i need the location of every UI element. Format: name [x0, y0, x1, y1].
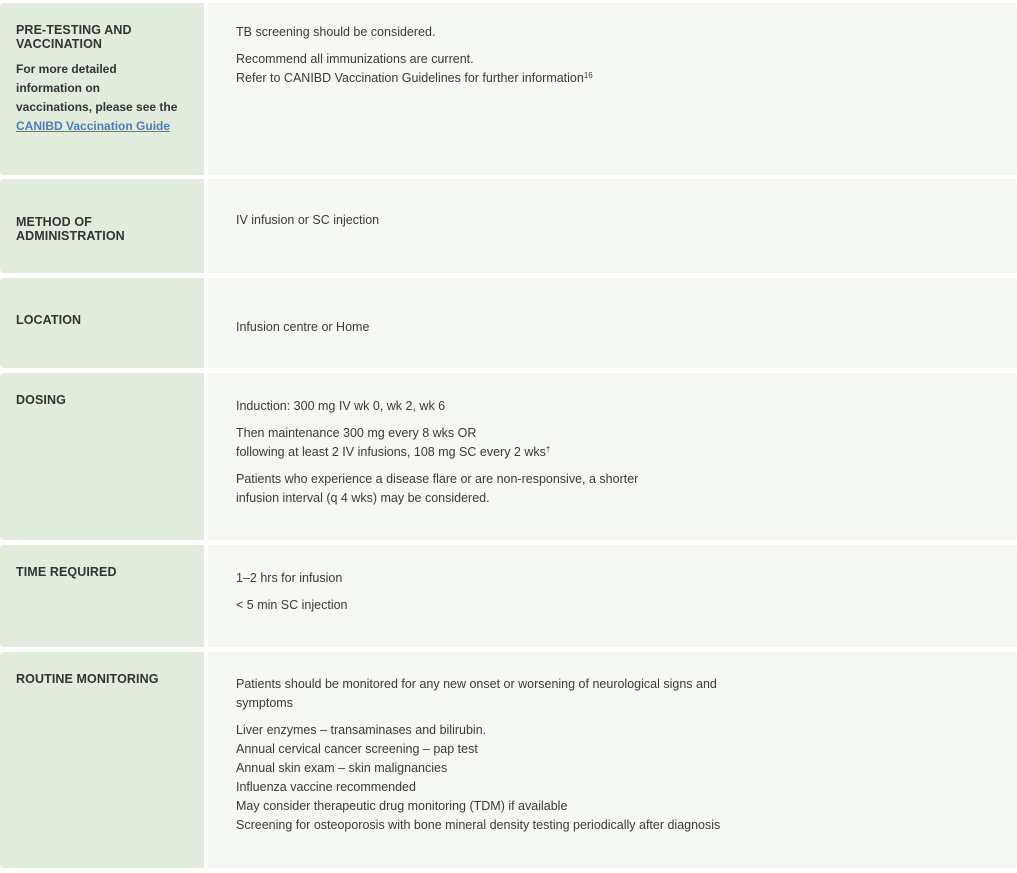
footnote-ref: †	[545, 445, 551, 454]
content-line: Induction: 300 mg IV wk 0, wk 2, wk 6	[236, 399, 446, 413]
content-line: Screening for osteoporosis with bone mineral density testing periodically after diagnosis	[236, 818, 721, 832]
row-title: TIME REQUIRED	[16, 565, 117, 579]
row-label	[0, 179, 204, 273]
content-line: Then maintenance 300 mg every 8 wks OR	[236, 426, 477, 440]
content-line: Refer to CANIBD Vaccination Guidelines for further information$^{16}$	[236, 71, 593, 85]
row-method	[0, 179, 1017, 273]
row-label	[0, 373, 204, 540]
row-content	[208, 545, 1017, 647]
content-line: symptoms	[236, 696, 293, 710]
row-title: METHOD OF ADMINISTRATION	[16, 215, 125, 243]
row-label	[0, 278, 204, 368]
row-title: ROUTINE MONITORING	[16, 672, 159, 686]
row-content	[208, 652, 1017, 868]
vaccination-note: For more detailed information on vaccinations, please see the CANIBD Vaccination Guide	[16, 62, 178, 133]
content-line: Patients who experience a disease flare or are non-responsive, a shorter	[236, 472, 639, 486]
row-title: DOSING	[16, 393, 66, 407]
content-line: May consider therapeutic drug monitoring (TDM) if available	[236, 799, 568, 813]
content-line: infusion interval (q 4 wks) may be considered.	[236, 491, 490, 505]
content-line: following at least 2 IV infusions, 108 mg SC every 2 wks†	[236, 445, 551, 459]
content-line: < 5 min SC injection	[236, 598, 348, 612]
content-line: Annual cervical cancer screening – pap test	[236, 742, 478, 756]
canibd-vaccination-guide-link[interactable]: CANIBD Vaccination Guide	[16, 119, 171, 133]
row-location	[0, 278, 1017, 368]
row-content	[208, 278, 1017, 368]
content-line: Infusion centre or Home	[236, 320, 370, 334]
content-line: 1–2 hrs for infusion	[236, 571, 343, 585]
row-content	[208, 373, 1017, 540]
content-line: Patients should be monitored for any new onset or worsening of neurological signs and	[236, 677, 717, 691]
row-title: LOCATION	[16, 313, 82, 327]
row-time-required	[0, 545, 1017, 647]
content-line: Influenza vaccine recommended	[236, 780, 416, 794]
row-label	[0, 652, 204, 868]
content-line: Recommend all immunizations are current.	[236, 52, 474, 66]
row-label	[0, 3, 204, 175]
row-title: PRE-TESTING AND VACCINATION	[16, 23, 132, 51]
row-pretesting	[0, 3, 1017, 175]
content-line: IV infusion or SC injection	[236, 213, 380, 227]
row-content	[208, 179, 1017, 273]
content-line: TB screening should be considered.	[236, 25, 436, 39]
content-line: Annual skin exam – skin malignancies	[236, 761, 448, 775]
content-line: Liver enzymes – transaminases and bilirubin.	[236, 723, 487, 737]
row-routine-monitoring	[0, 652, 1017, 868]
row-content	[208, 3, 1017, 175]
footnote-ref: 16	[583, 71, 593, 80]
row-dosing	[0, 373, 1017, 540]
row-label	[0, 545, 204, 647]
